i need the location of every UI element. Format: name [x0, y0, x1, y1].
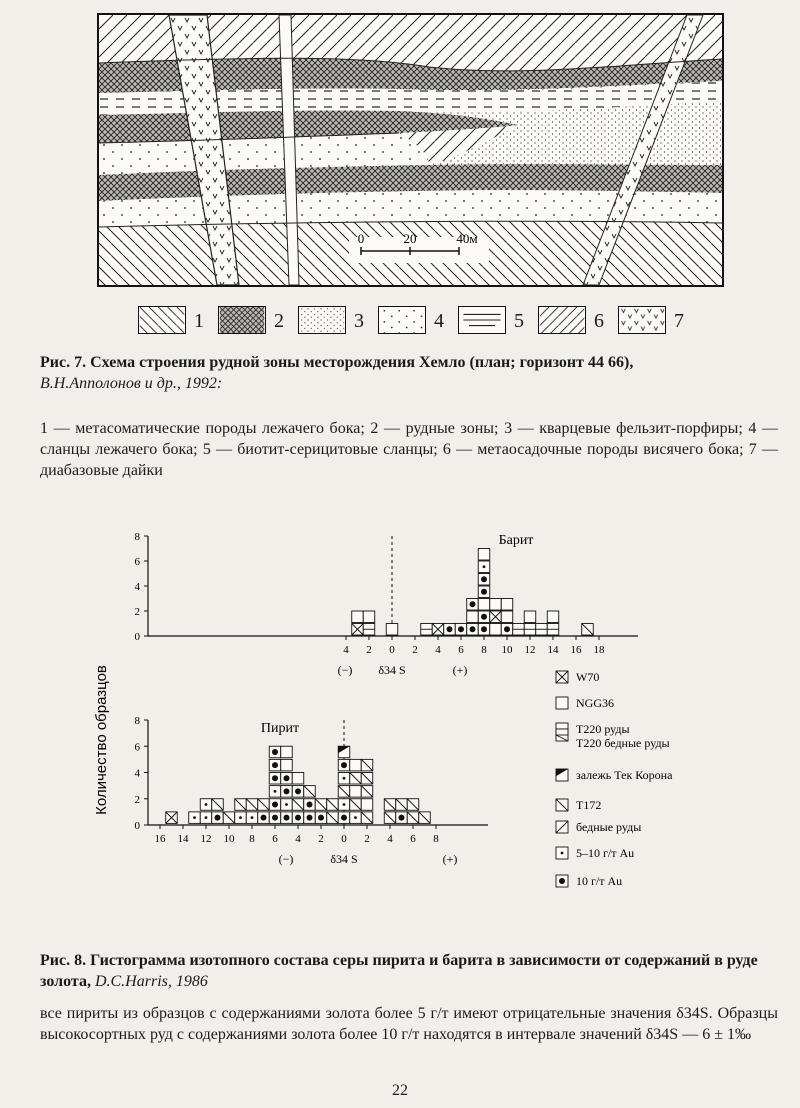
- cell-dot-large: [341, 815, 347, 821]
- fig7-explanation: 1 — метасоматические породы лежачего бока; 2 — рудные зоны; 3 — кварцевые фельзит-порфиры; 4 — сланцы лежачего бока; 5 — биотит-серицитовые сланцы; 6 — метаосадочные породы висячего бока; 7 — диабазовые дайки: [40, 420, 778, 479]
- bar-cell: [350, 773, 362, 785]
- cell-box: [350, 786, 362, 798]
- cell-box: [490, 599, 502, 611]
- bar-cell: [338, 746, 350, 758]
- bar-cell: [386, 624, 398, 636]
- y-tick-label: 4: [134, 767, 140, 780]
- bar-cell: [444, 624, 456, 636]
- fig7-caption-source: В.Н.Апполонов и др., 1992:: [40, 375, 223, 392]
- cell-dot-large: [447, 626, 453, 632]
- cell-box: [292, 773, 304, 785]
- page-number: 22: [392, 1082, 408, 1099]
- legend8-label: залежь Тек Корона: [576, 768, 673, 782]
- bar-cell: [490, 624, 502, 636]
- bar-cell: [432, 624, 444, 636]
- bar-cell: [478, 599, 490, 611]
- bar-cell: [352, 624, 364, 636]
- cell-dot-large: [458, 626, 464, 632]
- cell-dot-large: [399, 815, 405, 821]
- bar-cell: [235, 799, 247, 811]
- x-tick-label: 6: [410, 833, 416, 845]
- bar-cell: [269, 759, 281, 771]
- cell-dot-large: [318, 815, 324, 821]
- bar-cell: [350, 759, 362, 771]
- bar-cell: [246, 812, 258, 824]
- x-tick-label: 14: [177, 833, 189, 845]
- cell-dot-large: [272, 802, 278, 808]
- bar-cell: [200, 799, 212, 811]
- bar-cell: [384, 799, 396, 811]
- bar-cell: [281, 759, 293, 771]
- cell-box: [386, 624, 398, 636]
- bar-cell: [547, 624, 559, 636]
- bar-cell: [478, 624, 490, 636]
- x-axis-label: δ34 S: [330, 852, 358, 866]
- legend8-label: T172: [576, 798, 602, 812]
- cell-dot-large: [307, 802, 313, 808]
- bar-cell: [281, 812, 293, 824]
- legend8-swatch: [556, 799, 568, 811]
- x-tick-label: 0: [389, 644, 395, 656]
- bar-cell: [292, 799, 304, 811]
- legend8-label: 10 г/т Au: [576, 874, 623, 888]
- bar-cell: [350, 786, 362, 798]
- x-tick-label: 2: [412, 644, 418, 656]
- bar-cell: [363, 611, 375, 623]
- bar-cell: [361, 799, 373, 811]
- bar-cell: [501, 624, 513, 636]
- cell-dot-large: [272, 815, 278, 821]
- cell-box: [556, 697, 568, 709]
- fig7-legend: 1 2 3 4 5 6 7: [138, 304, 698, 338]
- cell-box: [350, 759, 362, 771]
- bar-cell: [384, 812, 396, 824]
- legend8-swatch: [556, 671, 568, 683]
- bar-cell: [189, 812, 201, 824]
- x-tick-label: 12: [200, 833, 212, 845]
- bar-cell: [338, 786, 350, 798]
- x-tick-label: 6: [272, 833, 278, 845]
- bar-cell: [396, 799, 408, 811]
- axis-lines: [148, 536, 638, 636]
- bar-cell: [235, 812, 247, 824]
- bar-cell: [524, 611, 536, 623]
- bar-cell: [212, 812, 224, 824]
- bar-cell: [501, 599, 513, 611]
- bar-cell: [467, 624, 479, 636]
- x-tick-label: 2: [366, 644, 372, 656]
- cell-dot-large: [284, 788, 290, 794]
- x-tick-label: 16: [154, 833, 166, 845]
- swatch-felsite-porphyry: [298, 306, 346, 334]
- bar-cell: [269, 786, 281, 798]
- cell-dot-large: [481, 626, 487, 632]
- legend8-label: бедные руды: [576, 820, 642, 834]
- legend8-label: T220 руды: [576, 722, 630, 736]
- cell-dot-small: [285, 803, 288, 806]
- bar-cell: [350, 799, 362, 811]
- cell-box: [501, 611, 513, 623]
- cell-dot-large: [481, 589, 487, 595]
- x-tick-label: 4: [435, 644, 441, 656]
- bar-cell: [166, 812, 178, 824]
- fig8-caption: [40, 950, 780, 992]
- cell-dot-small: [354, 816, 357, 819]
- cell-box: [478, 599, 490, 611]
- bar-cell: [419, 812, 431, 824]
- bar-cell: [338, 773, 350, 785]
- cell-box: [361, 799, 373, 811]
- bar-cell: [478, 549, 490, 561]
- x-tick-label: 14: [547, 644, 559, 656]
- legend8-item-Au5: [556, 846, 634, 860]
- bar-cell: [490, 611, 502, 623]
- x-tick-label: 2: [318, 833, 324, 845]
- cell-dot-small: [483, 565, 486, 568]
- fig8-caption-source: D.C.Harris, 1986: [94, 973, 208, 990]
- bar-cell: [315, 812, 327, 824]
- bar-cell: [281, 746, 293, 758]
- cell-box: [467, 611, 479, 623]
- cell-dot-small: [205, 816, 208, 819]
- cell-dot-large: [559, 878, 565, 884]
- legend8-item-T172: [556, 798, 601, 812]
- x-axis-label: δ34 S: [378, 663, 406, 677]
- cell-box: [281, 746, 293, 758]
- swatch-diabase-dyke: [618, 306, 666, 334]
- cell-box: [501, 599, 513, 611]
- legend8-label: W70: [576, 670, 600, 684]
- sign-negative: (−): [337, 663, 353, 677]
- legend8-item-W70: [556, 670, 599, 684]
- cell-dot-small: [561, 852, 564, 855]
- bar-cell: [200, 812, 212, 824]
- bar-cell: [478, 574, 490, 586]
- bar-cell: [547, 611, 559, 623]
- cell-dot-small: [343, 777, 346, 780]
- bar-cell: [478, 586, 490, 598]
- bar-cell: [363, 624, 375, 636]
- bar-cell: [455, 624, 467, 636]
- bar-cell: [524, 624, 536, 636]
- chart-title: Барит: [498, 533, 534, 548]
- cell-dot-small: [251, 816, 254, 819]
- sign-positive: (+): [442, 852, 458, 866]
- bar-cell: [407, 799, 419, 811]
- sign-negative: (−): [278, 852, 294, 866]
- cell-dot-small: [193, 816, 196, 819]
- bar-cell: [338, 812, 350, 824]
- bar-cell: [327, 799, 339, 811]
- legend8-swatch: [556, 821, 568, 833]
- bar-cell: [258, 799, 270, 811]
- bar-cell: [269, 773, 281, 785]
- fig7-ore-zone-map: [97, 13, 724, 287]
- cell-box: [490, 624, 502, 636]
- cell-dot-large: [341, 762, 347, 768]
- bar-cell: [281, 799, 293, 811]
- bar-cell: [292, 786, 304, 798]
- legend8-item-Au10: [556, 874, 622, 888]
- legend8-item-Tek: [556, 768, 673, 782]
- cell-dot-large: [504, 626, 510, 632]
- cell-dot-large: [295, 788, 301, 794]
- swatch-footwall-schist: [378, 306, 426, 334]
- cell-dot-large: [470, 601, 476, 607]
- cell-box: [524, 611, 536, 623]
- cell-box: [363, 611, 375, 623]
- cell-dot-large: [215, 815, 221, 821]
- cell-dot-large: [261, 815, 267, 821]
- bar-cell: [338, 759, 350, 771]
- bar-cell: [281, 786, 293, 798]
- legend8-item-NGG36: [556, 696, 614, 710]
- bar-cell: [212, 799, 224, 811]
- chart-title: Пирит: [260, 721, 300, 736]
- x-tick-label: 16: [570, 644, 582, 656]
- x-tick-label: 10: [223, 833, 235, 845]
- bar-cell: [269, 799, 281, 811]
- cell-dot-large: [272, 762, 278, 768]
- y-tick-label: 8: [134, 531, 140, 543]
- chart-pyrite: [135, 715, 489, 866]
- cell-dot-large: [295, 815, 301, 821]
- swatch-metasomatic: [138, 306, 186, 334]
- cell-dot-small: [205, 803, 208, 806]
- fig8-legend: [556, 670, 673, 888]
- bar-cell: [421, 624, 433, 636]
- legend8-swatch: [556, 875, 568, 887]
- y-axis-title: Количество образцов: [93, 665, 110, 815]
- cell-dot-small: [343, 803, 346, 806]
- x-tick-label: 10: [501, 644, 513, 656]
- y-tick-label: 0: [134, 631, 140, 643]
- cell-dot-large: [481, 576, 487, 582]
- bar-cell: [582, 624, 594, 636]
- x-tick-label: 8: [433, 833, 439, 845]
- y-tick-label: 0: [134, 820, 140, 832]
- cell-box: [478, 549, 490, 561]
- bar-cell: [490, 599, 502, 611]
- bar-cell: [478, 611, 490, 623]
- swatch-biotite-sericite: [458, 306, 506, 334]
- cell-dot-large: [284, 775, 290, 781]
- bar-cell: [352, 611, 364, 623]
- bar-cell: [338, 799, 350, 811]
- legend8-label: NGG36: [576, 696, 614, 710]
- bar-cell: [361, 786, 373, 798]
- cell-box: [352, 611, 364, 623]
- cell-dot-large: [284, 815, 290, 821]
- swatch-hanging-wall: [538, 306, 586, 334]
- bar-cell: [350, 812, 362, 824]
- y-tick-label: 6: [134, 556, 140, 568]
- bar-cell: [269, 812, 281, 824]
- bar-cell: [246, 799, 258, 811]
- bar-cell: [536, 624, 548, 636]
- x-tick-label: 2: [364, 833, 370, 845]
- x-tick-label: 6: [458, 644, 464, 656]
- bar-cell: [327, 812, 339, 824]
- bar-cell: [315, 799, 327, 811]
- scale-label-40: 40м: [456, 231, 478, 246]
- cell-dot-large: [272, 749, 278, 755]
- bar-cell: [467, 611, 479, 623]
- x-tick-label: 12: [524, 644, 536, 656]
- fig7-caption-title: Рис. 7. Схема строения рудной зоны месторождения Хемло (план; горизонт 44 66),: [40, 354, 634, 371]
- swatch-ore-zone: [218, 306, 266, 334]
- x-tick-label: 18: [593, 644, 605, 656]
- legend8-swatch: [556, 847, 568, 859]
- bar-cell: [396, 812, 408, 824]
- legend8-swatch: [556, 769, 568, 781]
- x-tick-label: 8: [481, 644, 487, 656]
- cell-dot-large: [470, 626, 476, 632]
- x-tick-label: 4: [387, 833, 393, 845]
- legend8-item-T172poor: [556, 820, 641, 834]
- cell-box: [547, 611, 559, 623]
- bar-cell: [361, 759, 373, 771]
- fig8-histogram: [90, 520, 730, 920]
- sign-positive: (+): [452, 663, 468, 677]
- legend8-swatch: [556, 697, 568, 709]
- bar-cell: [292, 773, 304, 785]
- cell-dot-large: [272, 775, 278, 781]
- bar-cell: [223, 812, 235, 824]
- bar-cell: [258, 812, 270, 824]
- bar-cell: [281, 773, 293, 785]
- fig8-caption-title: Рис. 8. Гистограмма изотопного состава серы пирита и барита в зависимости от содержаний в руде золота,: [40, 952, 758, 990]
- cell-dot-small: [274, 790, 277, 793]
- scale-label-0: 0: [357, 231, 365, 246]
- x-tick-label: 0: [341, 833, 347, 845]
- y-tick-label: 6: [134, 741, 140, 754]
- y-tick-label: 8: [134, 715, 140, 727]
- x-tick-label: 4: [343, 644, 349, 656]
- bar-cell: [304, 786, 316, 798]
- legend8-swatch: [556, 729, 568, 741]
- y-tick-label: 4: [134, 581, 140, 593]
- bar-cell: [304, 812, 316, 824]
- bar-cell: [304, 799, 316, 811]
- bar-cell: [407, 812, 419, 824]
- bar-cell: [361, 773, 373, 785]
- y-tick-label: 2: [134, 606, 140, 618]
- body-paragraph: все пириты из образцов с содержаниями золота более 5 г/т имеют отрицательные значения δ34S. Образцы высокосортных руд с содержаниями золота более 10 г/т находятся в интервале значений δ34S — 6 ± 1‰: [40, 1005, 778, 1043]
- y-tick-label: 2: [134, 793, 140, 806]
- x-tick-label: 4: [295, 833, 301, 845]
- bar-cell: [361, 812, 373, 824]
- cell-dot-large: [481, 614, 487, 620]
- bar-cell: [501, 611, 513, 623]
- bar-cell: [467, 599, 479, 611]
- legend8-label: T220 бедные руды: [576, 736, 670, 750]
- bar-cell: [292, 812, 304, 824]
- legend8-label: 5–10 г/т Au: [576, 846, 635, 860]
- bar-cell: [478, 561, 490, 573]
- bar-cell: [269, 746, 281, 758]
- x-tick-label: 8: [249, 833, 255, 845]
- bar-cell: [513, 624, 525, 636]
- chart-barite: [135, 531, 639, 677]
- cell-dot-large: [307, 815, 313, 821]
- scale-label-20: 20: [403, 231, 417, 246]
- cell-dot-small: [239, 816, 242, 819]
- fig7-caption: [40, 352, 780, 394]
- cell-box: [281, 759, 293, 771]
